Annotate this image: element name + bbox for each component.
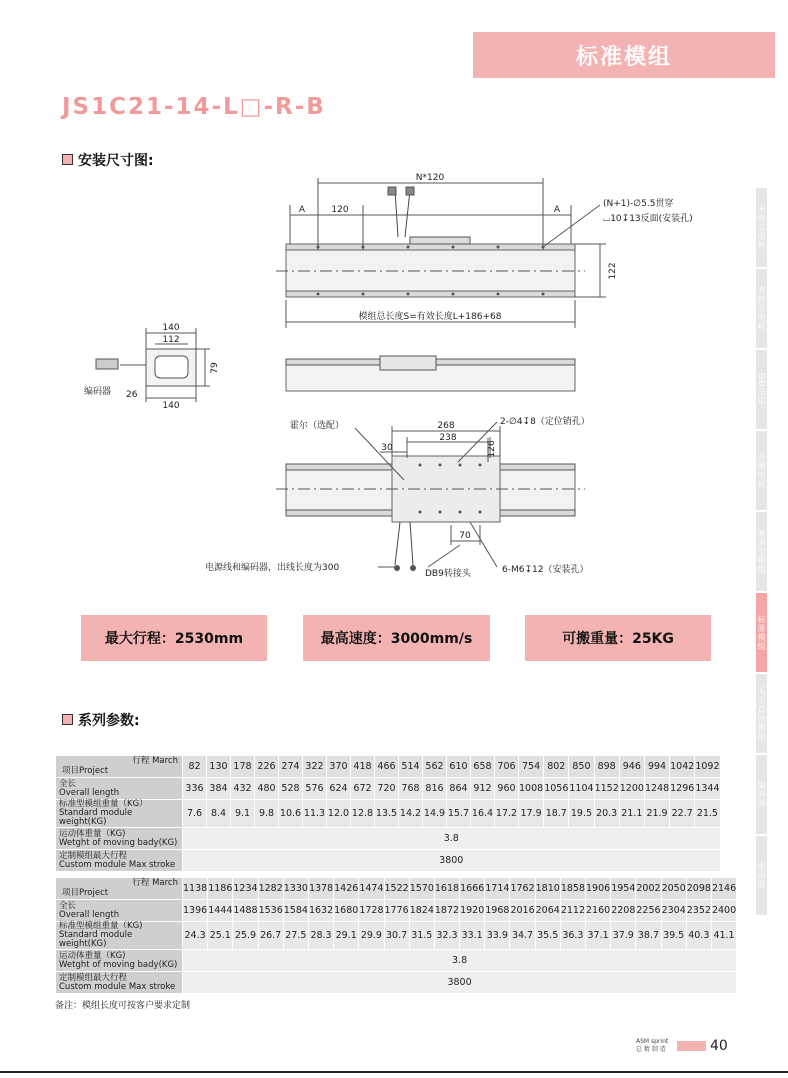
moving-label-en: Wetght of moving bady(KG) [59, 959, 178, 970]
logo-line-1: ASM sprint [636, 1038, 669, 1045]
db9-label: DB9转接头 [425, 569, 471, 579]
table-cell: 336 [183, 778, 207, 800]
table-cell: 802 [544, 756, 569, 778]
table-cell: 850 [569, 756, 594, 778]
table-cell: 82 [183, 756, 207, 778]
table-cell: 2098 [686, 878, 711, 900]
hole-note-2: ⌴10↧13反面(安装孔) [603, 214, 693, 224]
table-cell: 2400 [711, 900, 736, 922]
table-cell: 34.7 [510, 922, 535, 950]
table-cell: 36.3 [560, 922, 585, 950]
table-cell: 1522 [384, 878, 409, 900]
header-project-label: 项目Project [62, 766, 109, 776]
table-cell: 12.8 [351, 800, 375, 828]
footer-logo [636, 1038, 668, 1054]
table-cell: 1824 [409, 900, 434, 922]
table-cell: 38.7 [636, 922, 661, 950]
pin-hole-note: 2-∅4↧8（定位销孔） [500, 417, 590, 427]
table-cell: 2160 [586, 900, 611, 922]
table-cell: 1570 [409, 878, 434, 900]
hole-note-1: (N+1)-∅5.5贯穿 [603, 199, 674, 209]
table-cell: 9.8 [255, 800, 279, 828]
table-cell: 658 [471, 756, 495, 778]
table-cell: 2208 [611, 900, 636, 922]
spec-max-speed: 最高速度：3000mm/s [303, 615, 490, 661]
dim-end-bottom-140: 140 [162, 401, 180, 411]
table-cell: 18.7 [544, 800, 569, 828]
table-row-max [56, 972, 737, 994]
side-tab-6[interactable]: 无尘直线模组 [756, 674, 767, 753]
dim-70: 70 [459, 531, 471, 541]
table-cell: 1906 [586, 878, 611, 900]
table-cell: 13.5 [375, 800, 399, 828]
table-cell: 1152 [594, 778, 619, 800]
footnote: 备注：模组长度可按客户要求定制 [55, 1001, 191, 1011]
bottom-rule [0, 1071, 788, 1073]
table-cell: 17.2 [495, 800, 519, 828]
table-row-stroke [56, 756, 721, 778]
table-cell: 20.3 [594, 800, 619, 828]
table-cell: 1344 [695, 778, 720, 800]
table-cell: 624 [327, 778, 351, 800]
dim-end-112: 112 [162, 335, 180, 345]
table-cell: 41.1 [711, 922, 736, 950]
table-cell: 610 [447, 756, 471, 778]
table-cell: 1444 [208, 900, 233, 922]
table-cell: 994 [644, 756, 669, 778]
table-cell: 32.3 [434, 922, 459, 950]
table-cell: 2112 [560, 900, 585, 922]
cable-note: 电源线和编码器，出线长度为300 [205, 563, 340, 573]
table-row-overall [56, 900, 737, 922]
table-cell: 130 [207, 756, 231, 778]
table-cell: 30.7 [384, 922, 409, 950]
moving-label-cn: 运动体重量（KG) [59, 828, 126, 839]
dim-a-left: A [298, 205, 306, 215]
table-cell: 9.1 [231, 800, 255, 828]
table-header-cell [56, 756, 183, 778]
header-project-label: 项目Project [62, 888, 109, 898]
weight-label-cn: 标准型模组重量（KG) [59, 921, 143, 931]
table-cell: 672 [351, 778, 375, 800]
table-cell: 1248 [644, 778, 669, 800]
dim-height-122: 122 [608, 262, 618, 280]
table-cell: 2016 [510, 900, 535, 922]
table-cell: 1092 [695, 756, 720, 778]
table-cell: 1396 [183, 900, 208, 922]
table-cell: 1234 [233, 878, 258, 900]
table-cell: 33.1 [460, 922, 485, 950]
table-cell: 21.9 [644, 800, 669, 828]
table-cell: 25.1 [208, 922, 233, 950]
table-header-cell [56, 878, 183, 900]
side-tab-7[interactable]: 编码器 [756, 755, 767, 834]
moving-label-cn: 运动体重量（KG) [59, 950, 126, 961]
table-cell: 2050 [661, 878, 686, 900]
table-cell: 274 [279, 756, 303, 778]
table-cell: 946 [619, 756, 644, 778]
table-cell: 912 [471, 778, 495, 800]
table-cell: 514 [399, 756, 423, 778]
encoder-label: 编码器 [84, 387, 112, 397]
bullet-square-icon [62, 714, 73, 725]
dim-30: 30 [381, 443, 393, 453]
table-cell: 1968 [485, 900, 510, 922]
dim-268: 268 [437, 421, 455, 431]
moving-weight-value: 3.8 [183, 828, 721, 850]
table-cell: 1330 [283, 878, 308, 900]
table-row-weight [56, 800, 721, 828]
max-label-cn: 定制模组最大行程 [59, 850, 128, 861]
table-cell: 1618 [434, 878, 459, 900]
table-cell: 1666 [460, 878, 485, 900]
side-tab-8[interactable]: 驱动器 [756, 836, 767, 915]
table-cell: 562 [423, 756, 447, 778]
table-cell: 1776 [384, 900, 409, 922]
table-cell: 12.0 [327, 800, 351, 828]
table-cell: 1632 [308, 900, 333, 922]
table-cell: 1138 [183, 878, 208, 900]
table-cell: 10.6 [279, 800, 303, 828]
table-row-max [56, 850, 721, 872]
table-cell: 7.6 [183, 800, 207, 828]
table-cell: 816 [423, 778, 447, 800]
table-cell: 1042 [670, 756, 695, 778]
table-cell: 1858 [560, 878, 585, 900]
table-cell: 37.1 [586, 922, 611, 950]
max-stroke-value: 3800 [183, 850, 721, 872]
table-cell: 1186 [208, 878, 233, 900]
footer-accent-bar [677, 1041, 706, 1051]
overall-length-formula: 模组总长度S=有效长度L+186+68 [358, 312, 502, 322]
table-cell: 418 [351, 756, 375, 778]
moving-weight-value: 3.8 [183, 950, 737, 972]
weight-label-en: Standard module weight(KG) [59, 930, 133, 949]
table-cell: 1200 [619, 778, 644, 800]
table-cell: 1536 [258, 900, 283, 922]
side-tab-4[interactable]: 紧凑型模组 [756, 512, 767, 591]
table-cell: 178 [231, 756, 255, 778]
max-label-cn: 定制模组最大行程 [59, 972, 128, 983]
header-stroke-label: 行程 March [132, 878, 178, 888]
table-cell: 17.9 [519, 800, 544, 828]
table-cell: 1728 [359, 900, 384, 922]
table-cell: 226 [255, 756, 279, 778]
table-cell: 35.5 [535, 922, 560, 950]
table-cell: 706 [495, 756, 519, 778]
table-row-moving [56, 828, 721, 850]
table-cell: 720 [375, 778, 399, 800]
dim-end-140: 140 [162, 323, 180, 333]
table-cell: 16.4 [471, 800, 495, 828]
table-row-overall [56, 778, 721, 800]
table-cell: 1680 [334, 900, 359, 922]
table-cell: 1954 [611, 878, 636, 900]
table-cell: 31.5 [409, 922, 434, 950]
weight-label-en: Standard module weight(KG) [59, 808, 133, 827]
max-label-en: Custom module Max stroke [59, 981, 176, 992]
banner-title: 标准模组 [575, 44, 672, 70]
table-cell: 1008 [519, 778, 544, 800]
table-cell: 29.1 [334, 922, 359, 950]
side-tab-3[interactable]: 音圈电机 [756, 431, 767, 510]
side-tab-1[interactable]: 有铁芯电机 [756, 269, 767, 348]
table-cell: 27.5 [283, 922, 308, 950]
table-cell: 2352 [686, 900, 711, 922]
weight-label-cn: 标准型模组重量（KG） [59, 799, 148, 809]
table-cell: 2002 [636, 878, 661, 900]
table-cell: 528 [279, 778, 303, 800]
overall-label-cn: 全长 [59, 778, 77, 789]
table-cell: 576 [303, 778, 327, 800]
table-cell: 322 [303, 756, 327, 778]
hall-label: 霍尔（选配） [290, 421, 345, 431]
table-cell: 466 [375, 756, 399, 778]
mount-hole-note: 6-M6↧12（安装孔） [502, 565, 589, 575]
dim-pitch: 120 [331, 205, 349, 215]
table-cell: 1762 [510, 878, 535, 900]
spec-max-stroke: 最大行程：2530mm [81, 615, 267, 661]
table-cell: 2146 [711, 878, 736, 900]
table-cell: 432 [231, 778, 255, 800]
table-cell: 370 [327, 756, 351, 778]
table-cell: 15.7 [447, 800, 471, 828]
table-cell: 26.7 [258, 922, 283, 950]
table-cell: 1488 [233, 900, 258, 922]
table-cell: 1714 [485, 878, 510, 900]
table-cell: 384 [207, 778, 231, 800]
table-cell: 37.9 [611, 922, 636, 950]
table-cell: 21.1 [619, 800, 644, 828]
install-heading-text: 安装尺寸图: [78, 153, 154, 169]
side-tab-2[interactable]: DD马达 [756, 350, 767, 429]
dim-a-right: A [553, 205, 561, 215]
table-cell: 1104 [569, 778, 594, 800]
overall-label-cn: 全长 [59, 900, 77, 911]
max-stroke-value: 3800 [183, 972, 737, 994]
side-tab-5-active[interactable]: 标准模组 [756, 593, 767, 672]
table-cell: 14.9 [423, 800, 447, 828]
max-label-en: Custom module Max stroke [59, 859, 176, 870]
overall-label-en: Overall length [59, 787, 120, 798]
side-tab-0[interactable]: 无铁芯电机 [756, 188, 767, 267]
params-heading [62, 710, 140, 730]
table-cell: 14.2 [399, 800, 423, 828]
moving-label-en: Wetght of moving bady(KG) [59, 837, 178, 848]
params-table-2 [55, 877, 737, 994]
table-cell: 864 [447, 778, 471, 800]
table-cell: 1872 [434, 900, 459, 922]
spec-payload: 可搬重量：25KG [525, 615, 711, 661]
params-table-1 [55, 755, 721, 872]
table-cell: 39.5 [661, 922, 686, 950]
table-cell: 19.5 [569, 800, 594, 828]
table-cell: 1810 [535, 878, 560, 900]
table-cell: 25.9 [233, 922, 258, 950]
table-cell: 21.5 [695, 800, 720, 828]
table-cell: 960 [495, 778, 519, 800]
table-cell: 24.3 [183, 922, 208, 950]
table-cell: 33.9 [485, 922, 510, 950]
table-cell: 1584 [283, 900, 308, 922]
dim-end-26: 26 [126, 390, 138, 400]
table-cell: 898 [594, 756, 619, 778]
table-cell: 1426 [334, 878, 359, 900]
table-cell: 28.3 [308, 922, 333, 950]
table-cell: 22.7 [670, 800, 695, 828]
logo-line-2: 总 精 制 造 [636, 1046, 666, 1053]
dim-126: 126 [487, 440, 497, 458]
model-number: JS1C21-14-L□-R-B [62, 94, 326, 120]
table-cell: 1296 [670, 778, 695, 800]
dim-238: 238 [439, 433, 457, 443]
table-cell: 1282 [258, 878, 283, 900]
params-heading-text: 系列参数: [78, 713, 140, 729]
dim-n120: N*120 [415, 173, 445, 183]
table-cell: 768 [399, 778, 423, 800]
table-cell: 754 [519, 756, 544, 778]
table-cell: 1920 [460, 900, 485, 922]
page-number: 40 [710, 1038, 728, 1054]
dim-end-79: 79 [210, 362, 220, 374]
table-cell: 1378 [308, 878, 333, 900]
table-row-moving [56, 950, 737, 972]
table-cell: 1474 [359, 878, 384, 900]
table-cell: 11.3 [303, 800, 327, 828]
table-cell: 480 [255, 778, 279, 800]
table-cell: 2304 [661, 900, 686, 922]
table-cell: 2064 [535, 900, 560, 922]
table-row-weight [56, 922, 737, 950]
table-cell: 29.9 [359, 922, 384, 950]
table-cell: 2256 [636, 900, 661, 922]
table-cell: 40.3 [686, 922, 711, 950]
table-cell: 8.4 [207, 800, 231, 828]
header-stroke-label: 行程 March [132, 756, 178, 766]
table-row-stroke [56, 878, 737, 900]
overall-label-en: Overall length [59, 909, 120, 920]
table-cell: 1056 [544, 778, 569, 800]
